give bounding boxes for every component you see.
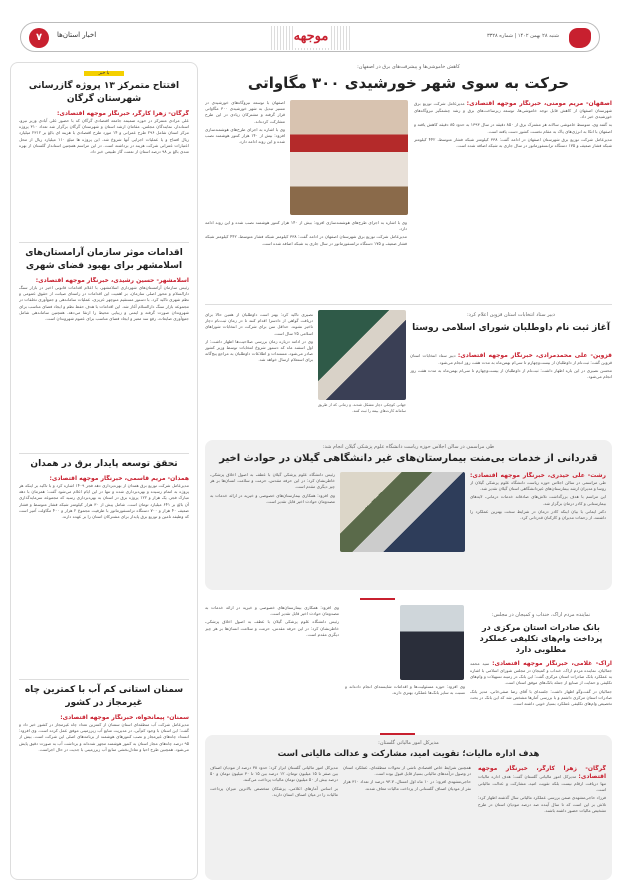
gilan-headline: قدردانی از خدمات بی‌منت بیمارستان‌های غیر دانشگاهی گیلان در حوادث اخیر xyxy=(219,453,598,464)
article-byline: همدان- مریم قاسمی، خبرنگار موجهه اقتصادی: xyxy=(49,475,189,482)
article-byline: اسلامشهر- حسین رشیدی، خبرنگار موجهه اقتصادی: xyxy=(35,277,189,284)
arak-photo xyxy=(400,605,464,680)
accent-bar xyxy=(380,733,415,735)
main-body-col1: اصفهان- مریم مومنی، خبرنگار موجهه اقتصادی: مدیرعامل شرکت توزیع برق شهرستان اصفهان از کاهش قابل توجه خاموشی‌ها، توسعه زیرساخت‌های برق و رشد چشمگیر نیروگاه‌های خورشیدی خبر داد. به گفته وی، متوسط خاموشی سالانه هر مشترک برق از ۸۵۰ دقیقه در سال ۱۳۹۳ به حدود ۸۵ دقیقه کاهش یافته و اصفهان با اتکا به انرژی‌های پاک به مقام نخست کشور دست یافته است. مدیرعامل شرکت توزیع برق شهرستان اصفهان در ادامه گفت: ۳۳۸ کیلومتر شبکه فشار متوسط، ۴۴۲ کیلومتر شبکه فشار ضعیف و ۱۷۵ دستگاه ترانسفورماتور در سال جاری به شبکه اضافه شده است. xyxy=(414,100,612,149)
article-title: افتتاح متمرکز ۱۳ پروژه گازرسانی شهرستان گرگان xyxy=(28,81,180,104)
arak-body: اراک- غلامی، خبرنگار موجهه اقتصادی: سید محمد جمالیان، نماینده مردم اراک، خنداب و کمیجان در مجلس شورای اسلامی با اشاره به عملکرد بانک صادرات استان مرکزی گفت: این بانک در زمینه تسهیلات و وام‌های تکلیفی و حمایت از صنایع از جمله بانک‌های موفق استان است. جمالیان در گفت‌وگو اظهار داشت: جلسه‌ای با آقای رضا صفی‌خانی، مدیر بانک صادرات استان مرکزی داشتم و با بررسی آمارها مشخص شد که این بانک در بحث تخصیص وام‌های تکلیفی عملکرد بسیار خوبی داشته است. xyxy=(470,660,612,707)
article-byline: گرگان- زهرا کارگر، خبرنگار موجهه اقتصادی: xyxy=(478,765,606,780)
tax-headline: هدف اداره مالیات؛ تقویت امید، مشارکت و عدالت مالیاتی است xyxy=(277,749,540,759)
article-title: اقدامات موثر سازمان آرامستان‌های اسلامشهر برای بهبود فضای شهری xyxy=(25,248,183,271)
sidebar-article: افتتاح متمرکز ۱۳ پروژه گازرسانی شهرستان گرگان گرگان- زهرا کارگر، خبرنگار موجهه اقتصادی: علی مرادی متمرکز در حوزه ضمیمه جامعه اقتصادی گرگان که با حضور علی آبادی وزیر نیرو، استاندار، نمایندگان مجلس، مقامان ارشد استان و شهرستان گرگان برگزار شد تعداد ۳۱۰ پروژه مرکز استان شامل ۲۹۶ طرح عمرانی و ۱۴ مورد طرح اقتصادی با هزینه ای بالغ بر ۲۳۱۲ میلیارد ریال افتتاح و یا عملیات اجرایی آنها شروع شد. این پروژه ها مبلغ ۱۱۰ میلیارد ریال از محل اعتبارات عمرانی شرکت هزینه در برداشته است. در این مراسم همچنین استاندار گلستان از بهره مندی بالغ بر ۹۸ درصد استان از نعمت گاز طبیعی خبر داد. xyxy=(19,81,189,155)
gilan-body-2: رئیس دانشگاه علوم پزشکی گیلان با عطف به اصول اخلاق پزشکی، خاطرنشان کرد: در این حرفه مقدس، حرمت و سلامت انسان‌ها بر هر چیز دیگری مقدم است. وی افزود: همکاری بیمارستان‌های خصوصی و خیریه در ارائه خدمات به مصدومان حوادث اخیر قابل تقدیر است. xyxy=(210,472,335,504)
qazvin-photo xyxy=(318,310,406,400)
sidebar-badge: با خبر xyxy=(84,71,124,76)
gilan-body: رشت- علی حیدری، خبرنگار موجهه اقتصادی: طی مراسمی در سالن اجلاس حوزه ریاست دانشگاه علوم پزشکی گیلان از روسا و مدیران ارشد بیمارستان‌های غیردانشگاهی استان گیلان تقدیر شد. این مراسم با هدف بزرگداشت تلاش‌های صادقانه خدمات درمانی، لایه‌های بیمارستانی و کادر درمان برگزار شد. دکتر ایمانی با بیان اینکه کادر درمان در شرایط سخت بهترین عملکرد را داشتند، از زحمات مدیران و کارکنان قدردانی کرد. xyxy=(470,472,606,521)
arak-kicker: نماینده مردم اراک، خنداب و کمیجان در مجلس: xyxy=(491,612,591,618)
article-title: سمنان استانی کم آب با کمترین چاه غیرمجاز در کشور xyxy=(24,685,184,708)
tax-body-1: گرگان- زهرا کارگر، خبرنگار موجهه اقتصادی: مدیرکل امور مالیاتی گلستان گفت: هدف اداره مالیات تنها دریافت ارقام نیست بلکه تقویت امید، مشارکت و عدالت مالیاتی است. فرزاد حاجی‌مشهدی ضمن بررسی عملکرد مالیاتی سال گذشته اظهار کرد: تلاش بر این است که تا سال آینده صد درصد مودیان استان در طرح تشخیص مالیات حضور داشته باشند. xyxy=(478,765,606,813)
page-header xyxy=(20,22,600,52)
main-body-col3: اصفهان با توسعه نیروگاه‌های خورشیدی در مسیر تبدیل به شهر خورشیدی ۳۰۰ مگاواتی قرار گرفته و مشترکان زیادی در این طرح مشارکت کرده‌اند. وی با اشاره به اجرای طرح‌های هوشمندسازی افزود: بیش از ۱۴۰ هزار کنتور هوشمند نصب شده و این روند ادامه دارد. xyxy=(205,100,285,145)
main-body-col2: وی با اشاره به اجرای طرح‌های هوشمندسازی افزود: بیش از ۱۴۰ هزار کنتور هوشمند نصب شده و این روند ادامه دارد. مدیرعامل شرکت توزیع برق شهرستان اصفهان در ادامه گفت: ۳۳۸ کیلومتر شبکه فشار متوسط، ۴۴۲ کیلومتر شبکه فشار ضعیف و ۱۷۵ دستگاه ترانسفورماتور در سال جاری به شبکه اضافه شده است. xyxy=(205,220,407,246)
qazvin-caption: جهانی کوچکی دچار مشکل شدند، و زمانی که از طریق سامانه کارت‌های بیمه را ثبت کنند. xyxy=(318,402,406,414)
accent-bar xyxy=(360,598,395,600)
qazvin-headline: آغاز ثبت نام داوطلبان شورای اسلامی روستا xyxy=(412,323,610,333)
qazvin-body-2: نصیری تاکید کرد: بهتر است داوطلبان از همین حالا برای دریافت گواهی از دادسرا اقدام کنند تا در زمان ثبت‌نام دچار تاخیر نشوند. حداقل سن برای شرکت در انتخابات شوراهای اسلامی ۲۵ سال است. وی در ادامه درباره زمان بررسی صلاحیت‌ها اظهار داشت: از اول اسفند ماه که دستور شروع انتخابات توسط وزیر کشور صادر می‌شود، مستندات و اطلاعات داوطلبان به مراجع پنج‌گانه برای استعلام ارسال خواهد شد. xyxy=(205,312,313,363)
qazvin-kicker: دبیر ستاد انتخابات استان قزوین اعلام کرد: xyxy=(466,312,556,318)
main-headline: حرکت به سوی شهر خورشیدی ۳۰۰ مگاواتی xyxy=(247,74,570,92)
gilan-continued: وی افزود: همکاری بیمارستان‌های خصوصی و خیریه در ارائه خدمات به مصدومان حوادث اخیر قابل تقدیر است. رئیس دانشگاه علوم پزشکی گیلان با عطف به اصول اخلاق پزشکی، خاطرنشان کرد: در این حرفه مقدس، حرمت و سلامت انسان‌ها بر هر چیز دیگری مقدم است. xyxy=(205,605,339,637)
issue-date: شنبه ۲۸ بهمن ۱۴۰۲ | شماره ۳۳۲۸ xyxy=(486,33,559,39)
article-byline: سمنان- پیمانخواه، خبرنگار موجهه اقتصادی: xyxy=(60,714,189,721)
main-photo xyxy=(290,100,408,215)
tax-kicker: مدیرکل امور مالیاتی گلستان: xyxy=(378,740,439,746)
article-title: تحقق توسعه پایدار برق در همدان xyxy=(30,459,178,469)
gilan-kicker: طی مراسمی در سالن اجلاس حوزه ریاست دانشگاه علوم پزشکی گیلان انجام شد: xyxy=(322,444,495,450)
section-title: اخبار استان‌ها xyxy=(57,31,97,39)
arak-headline: بانک صادرات استان مرکزی در پرداخت وام‌های تکلیفی عملکرد مطلوبی دارد xyxy=(479,623,603,654)
arak-body-2: وی افزود: حوزه مسئولیت‌ها و اقدامات شایسته‌ای انجام داده‌اند و نسبت به سایر بانک‌ها عملکرد بهتری دارند. xyxy=(345,684,465,696)
main-kicker: کاهش خاموشی‌ها و پیشرفت‌های برق در اصفهان: xyxy=(357,64,460,70)
sidebar-article: تحقق توسعه پایدار برق در همدان همدان- مریم قاسمی، خبرنگار موجهه اقتصادی: مدیرعامل شرکت توزیع برق همدان از بهره‌برداری دهه فجر ۱۴۰۹ اشاره کرد و با تاکید بر اینکه هر پروژه به اتمام رسیده و بهره‌برداری شده و تنها در این ایام اعلام می‌شود گفت: همزمان با دهه مبارک فجر، یک هزار و ۱۲۲ پروژه برق در استان به بهره‌برداری رسید که مجموعه سرمایه‌گذاری آن بالغ بر ۶۴۱ میلیارد تومان است. شامل پیش از ۳۰ هزار کیلومتر شبکه فشار متوسط و فشار ضعیف ۴۰ هزار و ۷۰۰ دستگاه ترانسفورماتور با ظرفیت مجموع ۲ هزار و ۴۰۰ مگاولت آمپر است که وظیفه تامین و توزیع برق پایدار برای مشترکان استان را بر عهده دارند. xyxy=(19,459,189,520)
tax-body-2: همچنین شرایط خاص اقتصادی ناشی از تحولات منطقه‌ای، عملکرد استان در وصول درآمدهای مالیاتی بسیار قابل قبول بوده است. حاجی‌مشهدی افزود: در ۱۰ ماه اول امسال، ۹۳.۷ درصد از تعداد ۳۱۰ هزار نفر از مودیان اصناف گلستانی از پرداخت مالیات معاف شدند. xyxy=(343,765,471,791)
newspaper-logo: موجهه xyxy=(271,26,351,50)
article-byline: اراک- غلامی، خبرنگار موجهه اقتصادی: xyxy=(492,660,612,667)
article-byline: رشت- علی حیدری، خبرنگار موجهه اقتصادی: xyxy=(470,472,606,479)
article-byline: اصفهان- مریم مومنی، خبرنگار موجهه اقتصادی: xyxy=(466,100,612,107)
tax-body-3: مدیرکل امور مالیاتی گلستان ابراز کرد: حدود ۳۸ درصد از مودیان اصناف بین صفر تا ۱۵ میلیون تومان، ۱۲ درصد بین ۱۵ تا ۳۰ میلیون تومان و ۵۰ درصد بیش از ۵۰ میلیون تومان مالیات پرداخت می‌کنند. بر اساس آمارهای اعلامی، پزشکان متخصص بالاترین میزان پرداخت مالیات را در میان اصناف استان دارند. xyxy=(210,765,338,797)
sidebar-article: سمنان استانی کم آب با کمترین چاه غیرمجاز در کشور سمنان- پیمانخواه، خبرنگار موجهه اقتصادی: مدیرعامل شرکت آب منطقه‌ای استان سمنان از کمترین تعداد چاه غیرمجاز در کشور خبر داد و گفت: این استان با وجود کم‌آبی، در مدیریت منابع آب زیرزمینی موفق عمل کرده است. وی افزود: انسداد چاه‌های غیرمجاز و نصب کنتورهای هوشمند از برنامه‌های اصلی این شرکت است. بیش از ۹۵ درصد چاه‌های مجاز استان به کنتور هوشمند مجهز شده‌اند و برداشت آب به صورت دقیق پایش می‌شود. همچنین طرح احیا و تعادل‌بخشی منابع آب زیرزمینی با جدیت در حال اجراست. xyxy=(19,685,189,752)
gilan-photo xyxy=(340,472,465,552)
sidebar-article: اقدامات موثر سازمان آرامستان‌های اسلامشهر برای بهبود فضای شهری اسلامشهر- حسین رشیدی، خبرنگار موجهه اقتصادی: رئیس سازمان آرامستان‌های شهرداری اسلامشهر، با اعلام اقدامات قانونی اخیر در بازار سنگ دارالسلام و محور اصلی سازمان، بر اهمیت این اقدامات در راستای صیانت از حقوق عمومی و نظم شهری تاکید کرد. با دستور مستقیم منوچهر عزیزی، عملیات ساماندهی و جمع‌آوری تخلفات در مجموعه بازار سنگ دارالسلام آغاز شد. این اقدامات با هدف حفظ نظم و ایجاد فضای مناسب برای شهروندان صورت گرفته و ایمنی و زیبایی محیط را ارتقا می‌دهد. همچنین ساماندهی شامل جمع‌آوری ضایعات، رفع سد معبر و ایجاد فضای مناسب برای عموم شهروندان است. xyxy=(19,248,189,322)
article-byline: گرگان- زهرا کارگر، خبرنگار موجهه اقتصادی: xyxy=(56,110,189,117)
page-number: ۷ xyxy=(29,28,49,48)
iran-map-icon xyxy=(569,28,591,48)
article-byline: قزوین- علی محمدمرادی، خبرنگار موجهه اقتصادی: xyxy=(457,352,612,359)
news-sidebar xyxy=(10,62,198,880)
qazvin-body: قزوین- علی محمدمرادی، خبرنگار موجهه اقتصادی: دبیر ستاد انتخابات استان قزوین گفت: ثبت‌نام از داوطلبان از بیست‌وچهارم تا سی‌ام بهمن‌ماه به مدت هفت روز انجام می‌شود. محسن نصیری در این باره اظهار داشت: ثبت‌نام از داوطلبان از بیست‌وچهارم تا سی‌ام بهمن‌ماه به مدت هفت روز انجام می‌شود. xyxy=(410,352,612,380)
